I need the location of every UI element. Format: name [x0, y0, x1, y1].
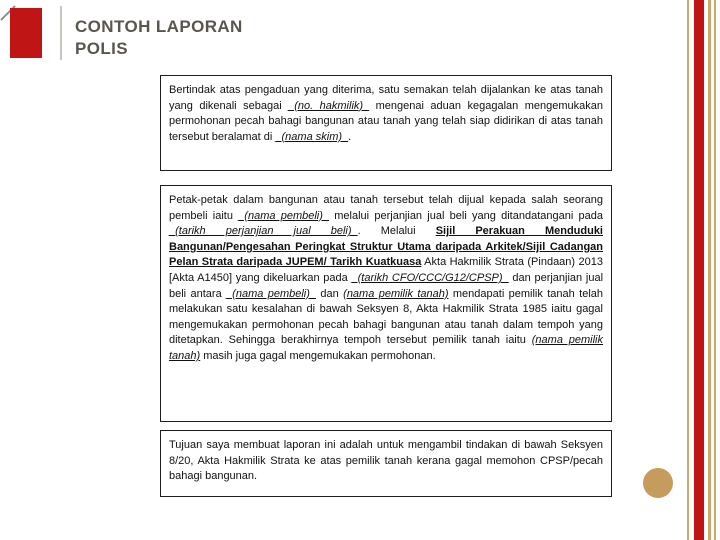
report-paragraph-box-2: Petak-petak dalam bangunan atau tanah tersebut telah dijual kepada salah seorang pembeli iaitu _(nama pembeli)_ melalui perjanjian jual beli yang ditandatangani pada _(tarikh perjanjian jual beli)_. Melalui Sijil Perakuan Menduduki Bangunan/Pengesahan Peringkat Struktur Utama daripada Arkitek/Sijil Cadangan Pelan Strata daripada JUPEM/ Tarikh Kuatkuasa Akta Hakmilik Strata (Pindaan) 2013 [Akta A1450] yang dikeluarkan pada _(tarikh CFO/CCC/G12/CPSP)_ dan perjanjian jual beli antara _(nama pembeli)_ dan (nama pemilik tanah) mendapati pemilik tanah telah melakukan satu kesalahan di bawah Seksyen 8, Akta Hakmilik Strata 1985 iaitu gagal mengemukakan permohonan pecah bahagi bangunan atau tanah dalam tempoh yang ditetapkan. Sehingga berakhirnya tempoh tersebut pemilik tanah iaitu (nama pemilik tanah) masih juga gagal mengemukakan permohonan. [160, 185, 612, 422]
edge-stripe-tan-2 [708, 0, 711, 540]
slide-title [75, 16, 243, 60]
report-paragraph-box-1: Bertindak atas pengaduan yang diterima, satu semakan telah dijalankan ke atas tanah yang dikenali sebagai _(no. hakmilik)_ mengenai aduan kegagalan mengemukakan permohonan pecah bahagi bangunan atau tanah yang telah siap didirikan di atas tanah tersebut beralamat di _(nama skim)_. [160, 75, 612, 171]
edge-stripe-red [694, 0, 704, 540]
title-line-1: CONTOH LAPORAN [75, 17, 243, 36]
title-line-2: POLIS [75, 39, 129, 59]
title-divider-line [60, 6, 62, 60]
report-paragraph-box-3: Tujuan saya membuat laporan ini adalah untuk mengambil tindakan di bawah Seksyen 8/20, Akta Hakmilik Strata ke atas pemilik tanah kerana gagal memohon CPSP/pecah bahagi bangunan. [160, 430, 612, 497]
edge-stripe-tan-1 [687, 0, 689, 540]
decorative-circle [643, 468, 673, 498]
title-accent-square [10, 8, 42, 58]
edge-stripe-tan-3 [714, 0, 716, 540]
